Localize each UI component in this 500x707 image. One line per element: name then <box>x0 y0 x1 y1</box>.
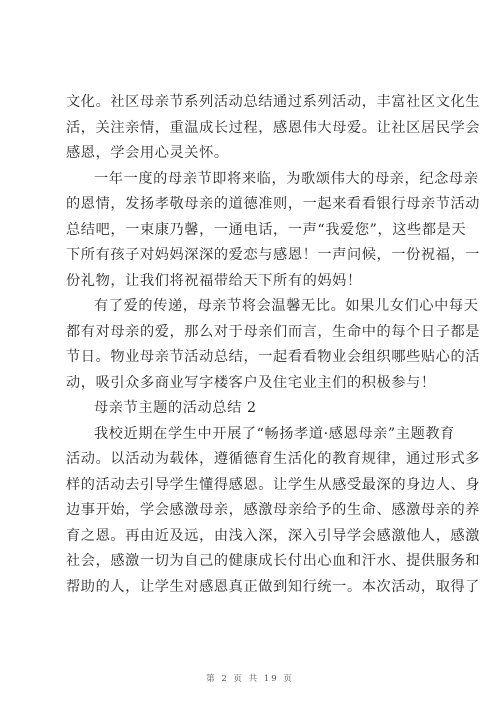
text-line: 的恩情，发扬孝敬母亲的道德准则，一起来看看银行母亲节活动 <box>66 196 481 212</box>
text-line: 样的活动去引导学生懂得感恩。让学生从感受最深的身边人、身 <box>66 476 481 493</box>
text-line: 育之恩。再由近及远，由浅入深，深入引导学会感激他人，感激 <box>66 527 481 544</box>
text-line: 一年一度的母亲节即将来临，为歌颂伟大的母亲，纪念母亲 <box>94 170 479 187</box>
paragraph-mothers-day-intro <box>66 167 481 295</box>
text-line: 节日。物业母亲节活动总结，一起看看物业会组织哪些贴心的活 <box>66 349 481 365</box>
text-line: 动，吸引众多商业写字楼客户及住宅业主们的积极参与！ <box>66 374 436 391</box>
text-line: 活，关注亲情，重温成长过程，感恩伟大母爱。让社区居民学会 <box>66 119 481 136</box>
section-heading: 母亲节主题的活动总结 2 <box>94 400 257 416</box>
document-body <box>66 90 481 600</box>
paragraph-love-transfer <box>66 294 481 396</box>
page-number-footer: 第 2 页 共 19 页 <box>206 674 294 684</box>
text-line: 份礼物，让我们将祝福带给天下所有的妈妈！ <box>66 272 362 289</box>
text-line: 总结吧，一束康乃馨，一通电话，一声“我爱您”，这些都是天 <box>66 221 467 238</box>
text-line: 文化。社区母亲节系列活动总结通过系列活动，丰富社区文化生 <box>66 94 481 110</box>
text-line: 活动。以活动为载体，遵循德育生活化的教育规律，通过形式多 <box>66 451 481 467</box>
text-line: 我校近期在学生中开展了“畅扬孝道·感恩母亲”主题教育 <box>94 425 455 442</box>
text-line: 都有对母亲的爱，那么对于母亲们而言，生命中的每个日子都是 <box>66 323 481 340</box>
text-line: 有了爱的传递，母亲节将会温馨无比。如果儿女们心中每天 <box>94 298 479 314</box>
text-line: 边事开始，学会感激母亲，感激母亲给予的生命、感激母亲的养 <box>66 502 481 518</box>
text-line: 社会，感激一切为自己的健康成长付出心血和汗水、提供服务和 <box>66 553 481 569</box>
text-line: 下所有孩子对妈妈深深的爱恋与感恩！一声问候，一份祝福，一 <box>66 247 481 263</box>
text-line: 感恩，学会用心灵关怀。 <box>66 145 229 161</box>
text-line: 帮助的人，让学生对感恩真正做到知行统一。本次活动，取得了 <box>66 578 481 595</box>
paragraph-school-activity <box>66 422 481 601</box>
paragraph-continuation <box>66 90 481 167</box>
